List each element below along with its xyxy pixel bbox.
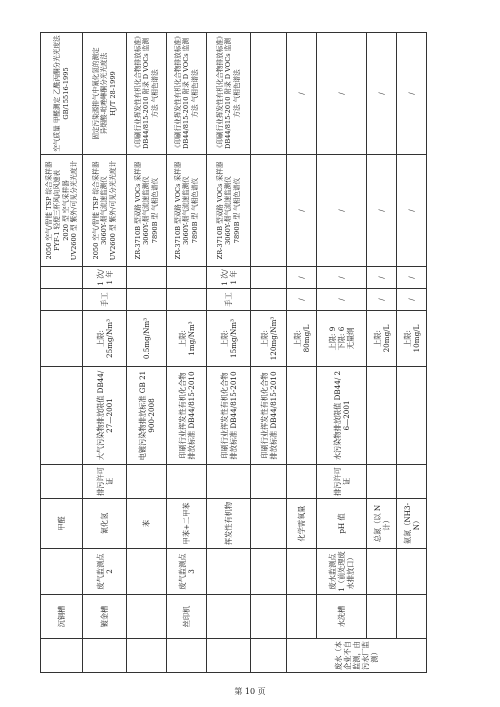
frequency-cell: / (317, 267, 367, 289)
frequency-cell (41, 267, 83, 289)
table-row (41, 33, 83, 673)
limit-cell: 上限: 120mg/Nm³ (251, 311, 287, 367)
limit-cell: 上限: 25mg/Nm³ (83, 311, 127, 367)
category-cell (167, 639, 207, 673)
monitoring-point-cell (367, 549, 397, 595)
standard-cell: 印刷行业挥发性有机化合物排放标准 DB44/815-2010 (167, 367, 207, 465)
permit-cell (127, 465, 167, 499)
page-number: 第 10 页 (234, 687, 266, 696)
monitoring-point-cell (41, 549, 83, 595)
standard-cell: 水污染物排放限值 DB44/ 26—2001 (317, 367, 367, 465)
workshop-cell: 镀金槽 (83, 595, 127, 639)
permit-cell (167, 465, 207, 499)
limit-cell: 上限: 20mg/L (367, 311, 397, 367)
pollutant-cell: 甲苯+二甲苯 (167, 499, 207, 549)
analysis-method-cell: / (287, 33, 317, 155)
monitoring-point-cell: 废气监测点 3 (167, 549, 207, 595)
analysis-method-cell: / (317, 33, 367, 155)
pollutant-cell: 甲醛 (41, 499, 83, 549)
pollutant-cell (251, 499, 287, 549)
method-cell (127, 289, 167, 311)
category-cell: 废水（本企业不自监测，由污水厂监测） (287, 639, 427, 673)
category-cell (251, 639, 287, 673)
permit-cell (41, 465, 83, 499)
analysis-method-cell: / (397, 33, 427, 155)
method-cell: / (397, 289, 427, 311)
pollutant-cell: 氰化氢 (83, 499, 127, 549)
monitoring-point-cell (207, 549, 251, 595)
category-cell (127, 639, 167, 673)
workshop-cell: 沉铜槽 (41, 595, 83, 639)
table-row (167, 33, 207, 673)
workshop-cell (287, 595, 317, 639)
monitoring-point-cell (397, 549, 427, 595)
frequency-cell: 1 次/1 年 (207, 267, 251, 289)
method-cell: 手工 (207, 289, 251, 311)
permit-cell (287, 465, 317, 499)
workshop-cell (367, 595, 397, 639)
category-cell (83, 639, 127, 673)
rotated-monitoring-table-container (40, 33, 460, 673)
method-cell: / (317, 289, 367, 311)
frequency-cell: 1 次/1 年 (83, 267, 127, 289)
method-cell: 手工 (83, 289, 127, 311)
monitoring-plan-table (40, 32, 427, 673)
analysis-method-cell: 《印刷行业挥发性有机化合物排放标准》DB44/815-2010 附录 D VOCs 监测方法 气相色谱法 (207, 33, 251, 155)
monitoring-point-cell: 废水监测点 1（前处理废水排放口） (317, 549, 367, 595)
permit-cell: 排污许可证 (317, 465, 367, 499)
workshop-cell: 水洗槽 (317, 595, 367, 639)
limit-cell: 上限: 9 下限: 6 无量纲 (317, 311, 367, 367)
table-row (367, 33, 397, 673)
limit-cell: 上限: 1mg/Nm³ (167, 311, 207, 367)
table-row (207, 33, 251, 673)
limit-cell: 上限: 80mg/L (287, 311, 317, 367)
analysis-method-cell: 固定污染源排气中氰化氢的测定 异烟酸-吡唑啉酮分光光度法 HJ/T 28-1999 (83, 33, 127, 155)
method-cell: / (287, 289, 317, 311)
category-cell (41, 639, 83, 673)
instrument-cell: / (317, 155, 367, 267)
category-cell (207, 639, 251, 673)
instrument-cell (251, 155, 287, 267)
permit-cell: 排污许可证 (83, 465, 127, 499)
table-row (251, 33, 287, 673)
standard-cell (367, 367, 397, 465)
instrument-cell: ZR-3710B 型双路 VOCs 采样器 3060Y-烟气流速监测仪 7890B 型 气相色谱仪 (167, 155, 207, 267)
workshop-cell (251, 595, 287, 639)
monitoring-point-cell: 废气监测点 2 (83, 549, 127, 595)
limit-cell: 上限: 10mg/L (397, 311, 427, 367)
analysis-method-cell: / (367, 33, 397, 155)
permit-cell (397, 465, 427, 499)
limit-cell (41, 311, 83, 367)
standard-cell (397, 367, 427, 465)
permit-cell (207, 465, 251, 499)
monitoring-point-cell (287, 549, 317, 595)
method-cell: / (367, 289, 397, 311)
table-row (317, 33, 367, 673)
standard-cell: 大气污染物排放限值 DB44/ 27—2001 (83, 367, 127, 465)
instrument-cell: / (367, 155, 397, 267)
frequency-cell: / (397, 267, 427, 289)
standard-cell: 电镀污染物排放标准 GB 21900-2008 (127, 367, 167, 465)
table-row (83, 33, 127, 673)
instrument-cell: 2050 空气/智能 TSP 综合采样器 3060Y-烟气流速监测仪 UV2600 型 紫外/可见分光光度计 (83, 155, 127, 267)
frequency-cell: / (287, 267, 317, 289)
permit-cell (367, 465, 397, 499)
pollutant-cell: 氨氮（NH3-N） (397, 499, 427, 549)
workshop-cell (127, 595, 167, 639)
method-cell (251, 289, 287, 311)
table-row (397, 33, 427, 673)
method-cell (41, 289, 83, 311)
analysis-method-cell: 《印刷行业挥发性有机化合物排放标准》DB44/815-2010 附录 D VOCs 监测方法 气相色谱法 (167, 33, 207, 155)
monitoring-point-cell (251, 549, 287, 595)
pollutant-cell: 化学需氧量 (287, 499, 317, 549)
pollutant-cell: 挥发性有机物 (207, 499, 251, 549)
standard-cell: 印刷行业挥发性有机化合物排放标准 DB44/815-2010 (207, 367, 251, 465)
analysis-method-cell: 《印刷行业挥发性有机化合物排放标准》DB44/815-2010 附录 D VOCs 监测方法 气相色谱法 (127, 33, 167, 155)
pollutant-cell: pH 值 (317, 499, 367, 549)
instrument-cell: 2050 空气/智能 TSP 综合采样器 FYF-1 轻便三杯风向风速表 2020 型 空气采样器 UV2600 型 紫外/可见分光光度计 (41, 155, 83, 267)
analysis-method-cell: 空气质量 甲醛测定 乙酰丙酮分光光度法 GB/15516-1995 (41, 33, 83, 155)
table-row (287, 33, 317, 673)
standard-cell (287, 367, 317, 465)
workshop-cell: 丝印机 (167, 595, 207, 639)
standard-cell (41, 367, 83, 465)
standard-cell: 印刷行业挥发性有机化合物排放标准 DB44/815-2010 (251, 367, 287, 465)
frequency-cell: / (367, 267, 397, 289)
workshop-cell (397, 595, 427, 639)
frequency-cell (167, 267, 207, 289)
limit-cell: 上限: 15mg/Nm³ (207, 311, 251, 367)
instrument-cell: / (397, 155, 427, 267)
workshop-cell (207, 595, 251, 639)
limit-cell: 0.5mg/Nm³ (127, 311, 167, 367)
monitoring-point-cell (127, 549, 167, 595)
instrument-cell: / (287, 155, 317, 267)
pollutant-cell: 苯 (127, 499, 167, 549)
pollutant-cell: 总氮（以 N 计） (367, 499, 397, 549)
table-row (127, 33, 167, 673)
permit-cell (251, 465, 287, 499)
frequency-cell (251, 267, 287, 289)
method-cell (167, 289, 207, 311)
instrument-cell: ZR-3710B 型双路 VOCs 采样器 3060Y-烟气流速监测仪 7890B 型 气相色谱仪 (207, 155, 251, 267)
instrument-cell: ZR-3710B 型双路 VOCs 采样器 3060Y-烟气流速监测仪 7890B 型 气相色谱仪 (127, 155, 167, 267)
frequency-cell (127, 267, 167, 289)
analysis-method-cell (251, 33, 287, 155)
